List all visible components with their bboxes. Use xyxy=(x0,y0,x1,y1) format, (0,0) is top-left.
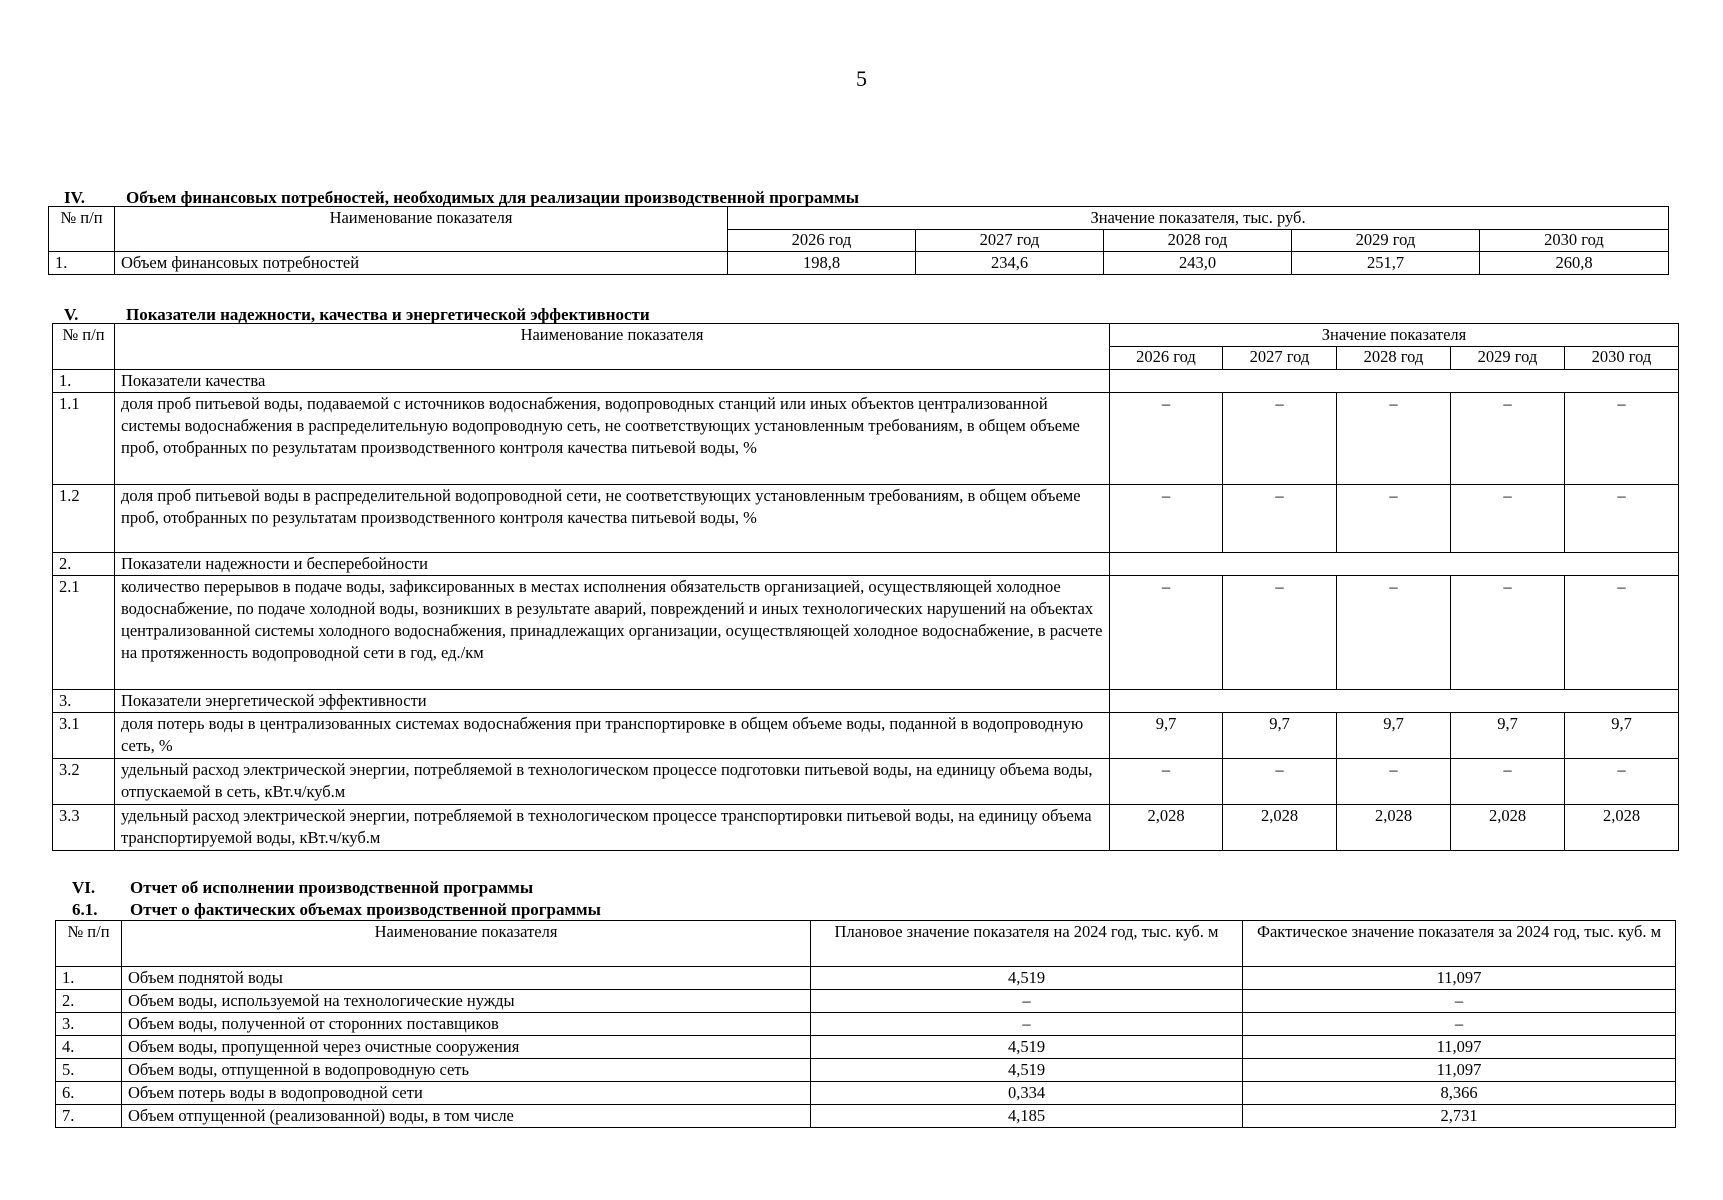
page-number: 5 xyxy=(856,66,867,91)
year-header: 2027 год xyxy=(1223,347,1337,370)
row-fact: – xyxy=(1243,1013,1676,1036)
section-6-heading xyxy=(72,878,533,898)
year-header: 2026 год xyxy=(1110,347,1223,370)
row-value: 2,028 xyxy=(1565,805,1679,851)
row-number: 2.1 xyxy=(53,576,115,690)
row-plan: 0,334 xyxy=(811,1082,1243,1105)
row-value: 9,7 xyxy=(1565,713,1679,759)
row-value: 2,028 xyxy=(1110,805,1223,851)
empty-cell xyxy=(1110,690,1679,713)
year-header: 2026 год xyxy=(728,230,916,252)
row-plan: – xyxy=(811,1013,1243,1036)
row-value: 198,8 xyxy=(728,252,916,275)
table-row xyxy=(56,1082,1676,1105)
year-header: 2028 год xyxy=(1337,347,1451,370)
row-plan: 4,519 xyxy=(811,1036,1243,1059)
row-number: 3.1 xyxy=(53,713,115,759)
row-number: 1.2 xyxy=(53,485,115,553)
row-name: количество перерывов в подаче воды, зафиксированных в местах исполнения обязательств организацией, осуществляющей холодное водоснабжение, по подаче холодной воды, возникших в результате аварий, повреждений и иных технологических нарушений на объектах централизованной системы холодного водоснабжения, принадлежащих организации, осуществляющей холодное водоснабжение, в расчете на протяженность водопроводной сети в год, ед./км xyxy=(115,576,1110,690)
row-name: Показатели надежности и бесперебойности xyxy=(115,553,1110,576)
row-name: Показатели качества xyxy=(115,370,1110,393)
row-value: – xyxy=(1451,393,1565,485)
row-name: удельный расход электрической энергии, потребляемой в технологическом процессе транспортировки питьевой воды, на единицу объема транспортируемой воды, кВт.ч/куб.м xyxy=(115,805,1110,851)
production-volumes-table xyxy=(55,920,1676,1128)
row-number: 1. xyxy=(49,252,115,275)
column-header-number: № п/п xyxy=(49,207,115,252)
section-4-heading xyxy=(64,188,859,208)
row-value: – xyxy=(1337,485,1451,553)
year-header: 2029 год xyxy=(1292,230,1480,252)
row-value: 9,7 xyxy=(1337,713,1451,759)
row-value: – xyxy=(1110,759,1223,805)
row-number: 6. xyxy=(56,1082,122,1105)
group-row xyxy=(53,553,1679,576)
row-value: – xyxy=(1110,576,1223,690)
row-value: 9,7 xyxy=(1451,713,1565,759)
row-value: – xyxy=(1223,759,1337,805)
section-5-number: V. xyxy=(64,305,79,324)
table-row xyxy=(49,252,1669,275)
row-plan: 4,185 xyxy=(811,1105,1243,1128)
section-5-heading xyxy=(64,305,650,325)
row-value: – xyxy=(1337,576,1451,690)
row-name: Объем поднятой воды xyxy=(122,967,811,990)
year-header: 2029 год xyxy=(1451,347,1565,370)
row-name: доля проб питьевой воды, подаваемой с источников водоснабжения, водопроводных станций или иных объектов централизованной системы водоснабжения в распределительную водопроводную сеть, не соответствующих установленным требованиям, в общем объеме проб, отобранных по результатам производственного контроля качества питьевой воды, % xyxy=(115,393,1110,485)
column-header-number: № п/п xyxy=(53,324,115,370)
row-number: 7. xyxy=(56,1105,122,1128)
row-number: 3.2 xyxy=(53,759,115,805)
row-number: 1.1 xyxy=(53,393,115,485)
row-name: Объем финансовых потребностей xyxy=(115,252,728,275)
section-6-1-title: Отчет о фактических объемах производственной программы xyxy=(130,900,601,919)
column-header-value: Значение показателя, тыс. руб. xyxy=(728,207,1669,230)
row-value: 2,028 xyxy=(1451,805,1565,851)
row-value: – xyxy=(1223,393,1337,485)
column-header-value: Значение показателя xyxy=(1110,324,1679,347)
row-number: 3. xyxy=(56,1013,122,1036)
row-fact: 11,097 xyxy=(1243,1059,1676,1082)
row-value: – xyxy=(1451,576,1565,690)
row-fact: – xyxy=(1243,990,1676,1013)
table-row xyxy=(56,1036,1676,1059)
row-number: 5. xyxy=(56,1059,122,1082)
table-row xyxy=(53,805,1679,851)
column-header-fact: Фактическое значение показателя за 2024 год, тыс. куб. м xyxy=(1243,921,1676,967)
table-row xyxy=(56,1105,1676,1128)
column-header-plan: Плановое значение показателя на 2024 год, тыс. куб. м xyxy=(811,921,1243,967)
row-value: 251,7 xyxy=(1292,252,1480,275)
column-header-number: № п/п xyxy=(56,921,122,967)
row-value: 9,7 xyxy=(1110,713,1223,759)
row-plan: 4,519 xyxy=(811,1059,1243,1082)
row-name: Объем воды, отпущенной в водопроводную сеть xyxy=(122,1059,811,1082)
row-value: – xyxy=(1565,485,1679,553)
row-value: 243,0 xyxy=(1104,252,1292,275)
row-value: – xyxy=(1565,759,1679,805)
table-row xyxy=(56,1013,1676,1036)
section-6-1-heading xyxy=(72,900,601,920)
row-value: – xyxy=(1451,759,1565,805)
section-5-title: Показатели надежности, качества и энергетической эффективности xyxy=(126,305,650,324)
row-number: 1. xyxy=(56,967,122,990)
table-row xyxy=(56,1059,1676,1082)
row-name: Объем отпущенной (реализованной) воды, в том числе xyxy=(122,1105,811,1128)
section-4-title: Объем финансовых потребностей, необходимых для реализации производственной программы xyxy=(126,188,859,207)
group-row xyxy=(53,690,1679,713)
row-value: – xyxy=(1337,759,1451,805)
row-value: – xyxy=(1451,485,1565,553)
year-header: 2028 год xyxy=(1104,230,1292,252)
column-header-name: Наименование показателя xyxy=(115,324,1110,370)
row-fact: 11,097 xyxy=(1243,967,1676,990)
row-number: 2. xyxy=(53,553,115,576)
table-row xyxy=(53,393,1679,485)
row-value: – xyxy=(1223,576,1337,690)
section-6-1-number: 6.1. xyxy=(72,900,98,919)
row-fact: 8,366 xyxy=(1243,1082,1676,1105)
row-name: доля потерь воды в централизованных системах водоснабжения при транспортировке в общем объеме воды, поданной в водопроводную сеть, % xyxy=(115,713,1110,759)
section-6-title: Отчет об исполнении производственной программы xyxy=(130,878,534,897)
row-value: 2,028 xyxy=(1337,805,1451,851)
row-value: 2,028 xyxy=(1223,805,1337,851)
row-fact: 2,731 xyxy=(1243,1105,1676,1128)
row-name: Объем воды, используемой на технологические нужды xyxy=(122,990,811,1013)
column-header-name: Наименование показателя xyxy=(115,207,728,252)
row-name: Объем воды, полученной от сторонних поставщиков xyxy=(122,1013,811,1036)
row-value: – xyxy=(1110,393,1223,485)
row-value: 9,7 xyxy=(1223,713,1337,759)
column-header-name: Наименование показателя xyxy=(122,921,811,967)
row-name: доля проб питьевой воды в распределительной водопроводной сети, не соответствующих установленным требованиям, в общем объеме проб, отобранных по результатам производственного контроля качества питьевой воды, % xyxy=(115,485,1110,553)
empty-cell xyxy=(1110,553,1679,576)
row-value: 234,6 xyxy=(916,252,1104,275)
row-value: – xyxy=(1223,485,1337,553)
table-row xyxy=(56,990,1676,1013)
financial-needs-table xyxy=(48,206,1669,275)
table-row xyxy=(53,759,1679,805)
year-header: 2030 год xyxy=(1480,230,1669,252)
reliability-quality-table xyxy=(52,323,1679,851)
row-fact: 11,097 xyxy=(1243,1036,1676,1059)
row-value: – xyxy=(1110,485,1223,553)
row-number: 2. xyxy=(56,990,122,1013)
year-header: 2030 год xyxy=(1565,347,1679,370)
year-header: 2027 год xyxy=(916,230,1104,252)
table-row xyxy=(53,713,1679,759)
row-value: – xyxy=(1565,393,1679,485)
empty-cell xyxy=(1110,370,1679,393)
section-4-number: IV. xyxy=(64,188,85,207)
row-plan: – xyxy=(811,990,1243,1013)
row-name: Объем воды, пропущенной через очистные сооружения xyxy=(122,1036,811,1059)
row-number: 1. xyxy=(53,370,115,393)
table-row xyxy=(53,485,1679,553)
row-name: Объем потерь воды в водопроводной сети xyxy=(122,1082,811,1105)
row-name: удельный расход электрической энергии, потребляемой в технологическом процессе подготовки питьевой воды, на единицу объема воды, отпускаемой в сеть, кВт.ч/куб.м xyxy=(115,759,1110,805)
row-number: 4. xyxy=(56,1036,122,1059)
table-row xyxy=(53,576,1679,690)
row-number: 3.3 xyxy=(53,805,115,851)
section-6-number: VI. xyxy=(72,878,96,897)
table-row xyxy=(56,967,1676,990)
row-value: – xyxy=(1565,576,1679,690)
row-name: Показатели энергетической эффективности xyxy=(115,690,1110,713)
row-value: 260,8 xyxy=(1480,252,1669,275)
row-number: 3. xyxy=(53,690,115,713)
row-value: – xyxy=(1337,393,1451,485)
group-row xyxy=(53,370,1679,393)
row-plan: 4,519 xyxy=(811,967,1243,990)
